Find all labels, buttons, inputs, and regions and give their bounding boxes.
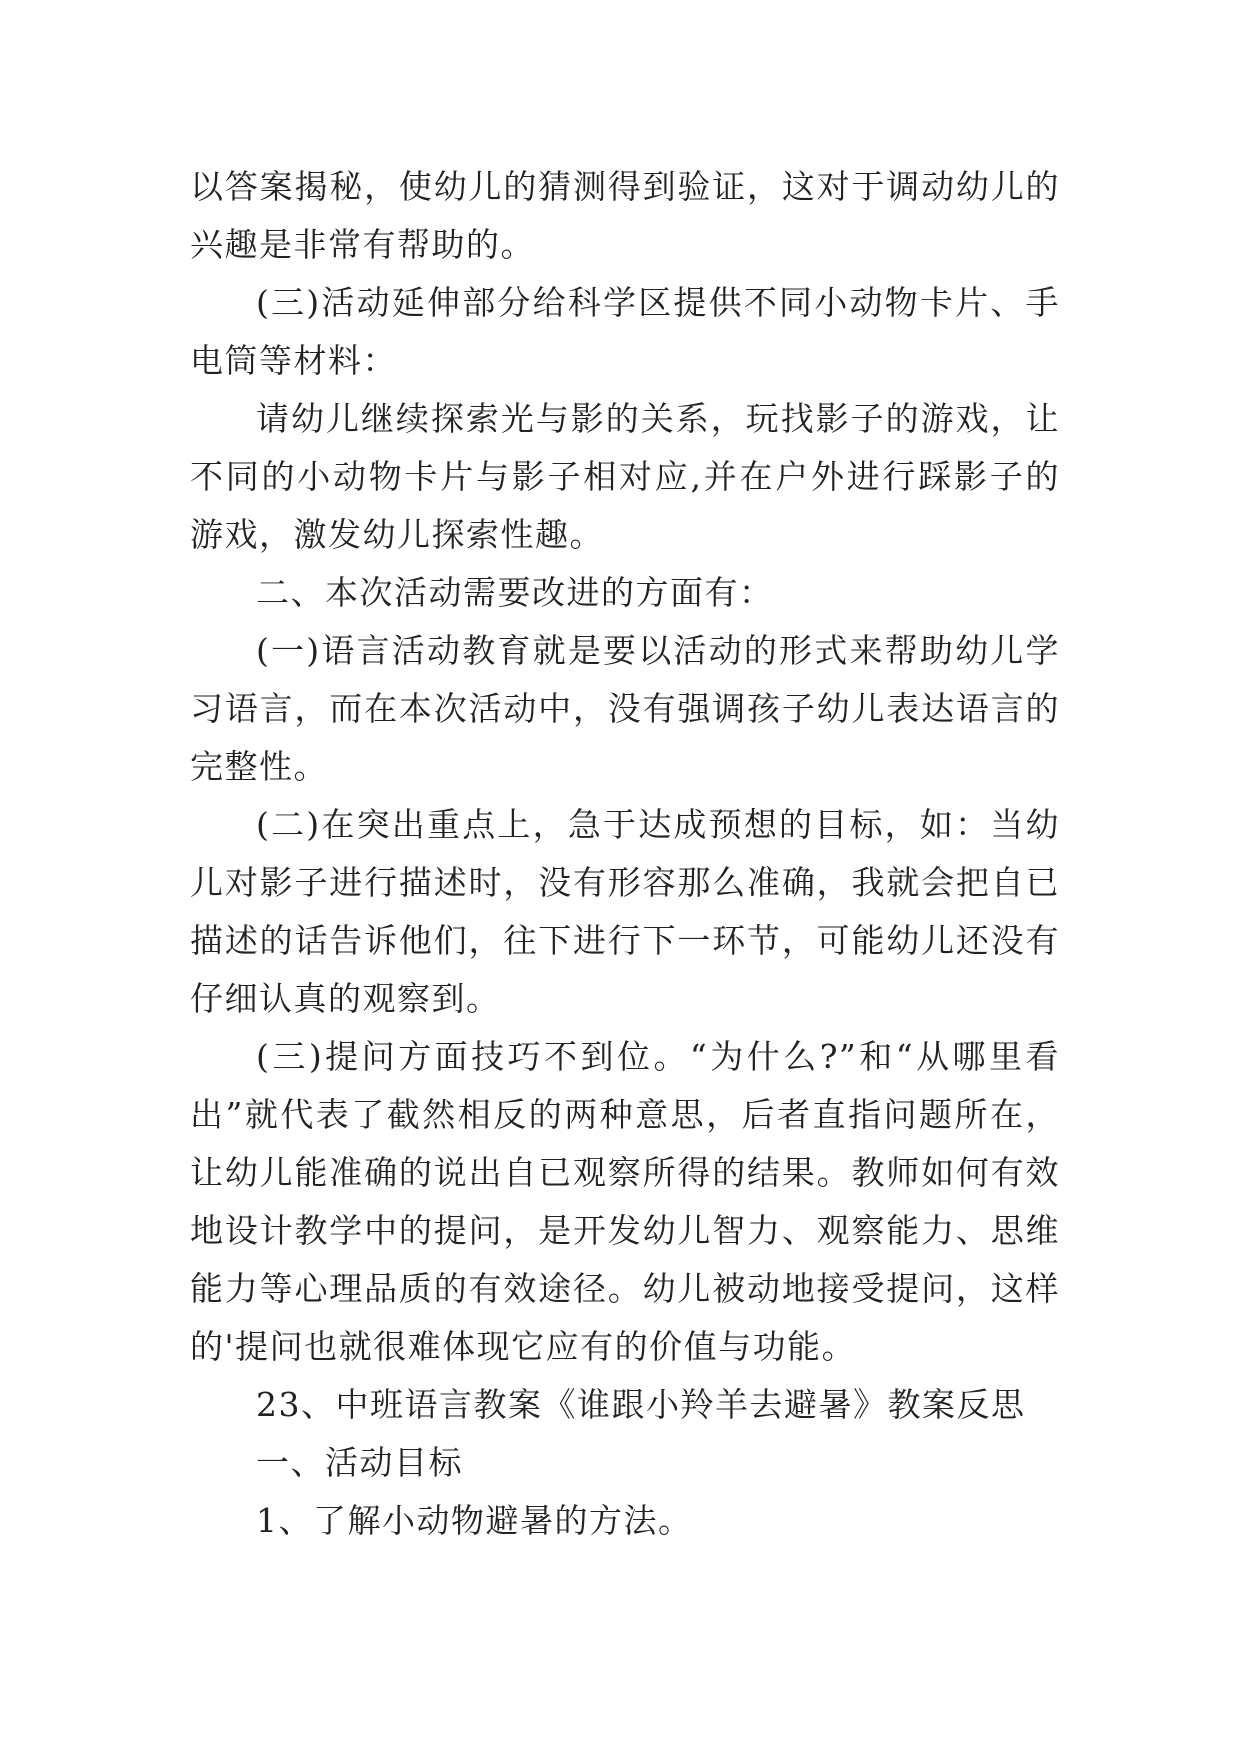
goal-item-1: 1、了解小动物避暑的方法。 bbox=[256, 1501, 693, 1540]
document-body bbox=[190, 158, 1060, 1550]
paragraph-continuation: 以答案揭秘，使幼儿的猜测得到验证，这对于调动幼儿的兴趣是非常有帮助的。 bbox=[190, 167, 1060, 264]
paragraph-improvement-2: (二)在突出重点上，急于达成预想的目标，如：当幼儿对影子进行描述时，没有形容那么准确，我就会把自已描述的话告诉他们，往下进行下一环节，可能幼儿还没有仔细认真的观察到。 bbox=[190, 805, 1060, 1018]
section-heading-goals: 一、活动目标 bbox=[256, 1443, 463, 1482]
paragraph-light-shadow: 请幼儿继续探索光与影的关系，玩找影子的游戏，让不同的小动物卡片与影子相对应,并在户外进行踩影子的游戏，激发幼儿探索性趣。 bbox=[190, 399, 1060, 554]
section-heading-improvements: 二、本次活动需要改进的方面有： bbox=[256, 573, 774, 612]
paragraph-improvement-3: (三)提问方面技巧不到位。“为什么?”和“从哪里看出”就代表了截然相反的两种意思，后者直指问题所在，让幼儿能准确的说出自已观察所得的结果。教师如何有效地设计教学中的提问，是开发幼儿智力、观察能力、思维能力等心理品质的有效途径。幼儿被动地接受提问，这样的'提问也就很难体现它应有的价值与功能。 bbox=[190, 1037, 1060, 1366]
paragraph-improvement-1: (一)语言活动教育就是要以活动的形式来帮助幼儿学习语言，而在本次活动中，没有强调孩子幼儿表达语言的完整性。 bbox=[190, 631, 1060, 786]
paragraph-extension: (三)活动延伸部分给科学区提供不同小动物卡片、手电筒等材料： bbox=[190, 283, 1060, 380]
lesson-title-23: 23、中班语言教案《谁跟小羚羊去避暑》教案反思 bbox=[256, 1385, 1026, 1424]
